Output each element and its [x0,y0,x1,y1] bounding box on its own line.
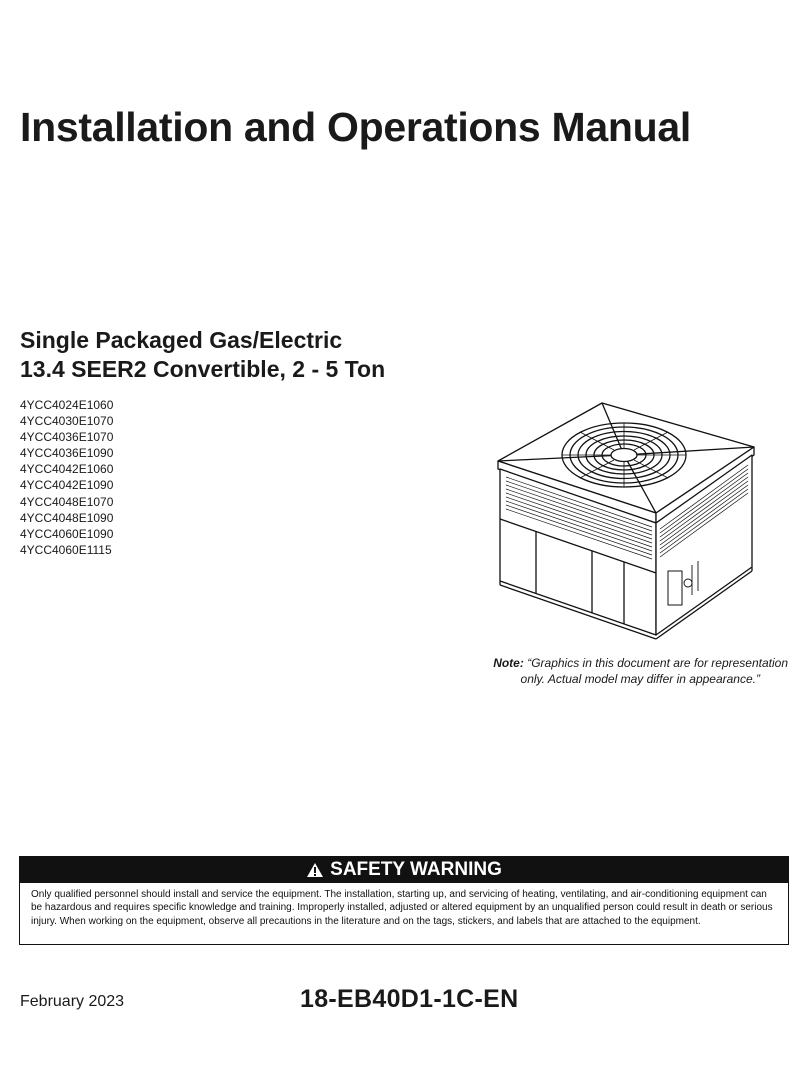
packaged-unit-illustration [492,395,762,655]
publication-date: February 2023 [20,993,125,1010]
safety-warning-header [20,857,788,883]
model-number: 4YCC4036E1090 [20,446,114,461]
warning-triangle-icon [306,862,324,878]
model-number: 4YCC4048E1090 [20,510,114,525]
document-title: Installation and Operations Manual [20,104,691,150]
model-number: 4YCC4024E1060 [20,398,114,412]
model-number-list [20,397,113,558]
note-label: Note: [493,656,524,670]
model-number: 4YCC4060E1090 [20,526,114,541]
graphics-note [448,655,788,687]
model-number: 4YCC4048E1070 [20,494,114,509]
note-line1: “Graphics in this document are for representation [527,656,788,670]
safety-warning-box [19,856,789,945]
note-line2: only. Actual model may differ in appearance.” [520,672,760,686]
model-number: 4YCC4036E1070 [20,430,114,445]
safety-warning-title: SAFETY WARNING [330,859,502,880]
document-number: 18-EB40D1-1C-EN [300,985,519,1013]
model-number: 4YCC4042E1090 [20,478,114,493]
model-number: 4YCC4030E1070 [20,414,114,429]
model-number: 4YCC4060E1115 [20,542,112,557]
product-subtitle-line1: Single Packaged Gas/Electric [20,327,343,353]
safety-warning-text: Only qualified personnel should install and service the equipment. The installation, starting up, and servicing of heating, ventilating, and air-conditioning equipment can be hazardous and requires specific knowledge and training. Improperly installed, adjusted or altered equipment by an unqualified person could result in death or serious injury. When working on the equipment, observe all precautions in the literature and on the tags, stickers, and labels that are attached to the equipment. [31,889,773,927]
product-subtitle-line2: 13.4 SEER2 Convertible, 2 - 5 Ton [20,356,386,382]
model-number: 4YCC4042E1060 [20,462,114,477]
